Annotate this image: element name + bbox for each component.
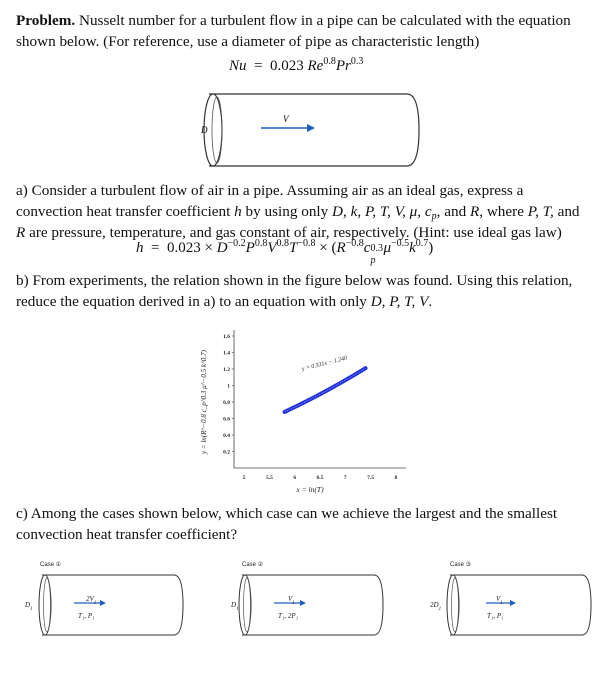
case-2-velocity <box>288 595 295 604</box>
case-1-diagram <box>16 558 186 638</box>
case-3-pipe <box>424 572 594 638</box>
x-tick-label: 6.5 <box>316 475 324 481</box>
case-1-velocity-sub: 1 <box>93 601 97 606</box>
h-eq-v: V <box>267 240 277 256</box>
part-a-text <box>16 180 592 243</box>
case-3-velocity-sub: 1 <box>500 601 503 606</box>
x-tick-label: 5.5 <box>265 475 273 481</box>
part-a-text-1: a) Consider a turbulent flow of air in a pipe. Assuming air as an ideal gas, express a convection heat transfer coefficient <box>16 182 524 220</box>
part-a-cp-sub: p <box>431 211 437 222</box>
h-eq-p-exp: 0.8 <box>254 238 268 249</box>
case-2-diagram <box>216 558 386 638</box>
part-b-text <box>16 270 592 312</box>
x-tick-label: 8 <box>394 475 398 481</box>
velocity-label: V <box>283 114 289 124</box>
case-2-diameter-base: D <box>231 601 237 609</box>
part-a-text-5: and <box>553 203 580 220</box>
case-3-arrow-head-icon <box>510 600 516 606</box>
chart-ticks <box>223 334 397 481</box>
h-eq-k: k <box>409 240 416 256</box>
diameter-label: D <box>201 125 208 135</box>
case-1-diameter-base: D <box>25 601 31 609</box>
fit-line <box>285 368 366 412</box>
h-eq-equals: = <box>151 240 160 256</box>
part-b-body: b) From experiments, the relation shown in the figure below was found. Using this relation, reduce the equation derived in a) to an equation with only <box>16 272 573 310</box>
h-eq-mu-exp: −0.5 <box>390 238 410 249</box>
re-exponent: 0.8 <box>323 56 336 67</box>
part-a-h: h <box>234 203 242 220</box>
re-symbol: Re <box>307 58 324 74</box>
equals-sign: = <box>254 58 263 74</box>
y-tick-label: 0.2 <box>223 449 230 456</box>
case-1-diameter <box>25 601 33 610</box>
part-b-end: . <box>428 293 433 310</box>
y-tick-label: 1 <box>227 383 230 390</box>
y-tick-label: 0.6 <box>223 416 230 423</box>
case-3-velocity-base: V <box>496 595 501 603</box>
case-3-diameter <box>430 601 441 610</box>
nusselt-equation <box>229 58 363 75</box>
h-eq-c: c <box>363 240 371 256</box>
case-3-state: T₁, P₁ <box>487 612 504 620</box>
x-tick-label: 5 <box>242 475 246 481</box>
case-2-diameter <box>231 601 239 610</box>
part-a-r: R <box>469 203 480 220</box>
case-1-velocity <box>86 595 96 604</box>
part-a-r2: R <box>16 224 26 241</box>
chart-axes <box>234 330 406 468</box>
pr-exponent: 0.3 <box>350 56 364 67</box>
h-equation: $h = 0.023 \times D^{-0.2}P^{0.8}V^{0.8}T^{-0.8} \times (R^{-0.8}c$ 0.3 p $\mu^{-0.5}k^{0.7}$) <box>136 238 434 266</box>
case-2-velocity-sub: 1 <box>292 601 295 606</box>
y-tick-label: 0.4 <box>223 433 230 439</box>
fit-equation-label: y = 0.331x − 1.240 <box>301 355 348 373</box>
h-eq-times: × ( <box>319 240 337 256</box>
part-c-text <box>16 503 592 545</box>
case-1-pipe-body <box>42 575 183 635</box>
part-a-text-3: , and <box>436 203 470 220</box>
h-eq-d: D <box>216 240 228 256</box>
case-2-pipe <box>216 572 386 638</box>
h-eq-close: ) <box>428 240 434 256</box>
h-eq-r: R <box>336 240 346 256</box>
x-tick-label: 7.5 <box>367 475 375 481</box>
h-eq-d-exp: −0.2 <box>227 238 246 249</box>
part-a-vars: D, k, P, T, V, μ, c <box>332 203 432 220</box>
h-eq-coef: 0.023 × <box>166 240 213 256</box>
nu-symbol: Nu <box>229 58 247 74</box>
case-1-arrow-head-icon <box>100 600 106 606</box>
case-1-diameter-sub: 1 <box>30 607 33 612</box>
case-3-title: Case ③ <box>450 562 472 568</box>
case-1-velocity-base: 2V <box>86 595 94 603</box>
h-eq-c-sub: p <box>370 255 376 266</box>
h-eq-t: T <box>289 240 298 256</box>
problem-intro: Nusselt number for a turbulent flow in a pipe can be calculated with the equation shown below. (For reference, use a diameter of pipe as characteristic length) <box>16 12 571 50</box>
case-2-diameter-sub: 1 <box>236 607 239 612</box>
case-2-state: T₁, 2P₁ <box>278 612 299 620</box>
case-3-diameter-sub: 1 <box>438 607 442 612</box>
case-1-title: Case ① <box>40 562 62 568</box>
case-3-pipe-body <box>450 575 591 635</box>
h-eq-v-exp: 0.8 <box>276 238 290 249</box>
case-2-title: Case ② <box>242 562 264 568</box>
h-eq-t-exp: −0.8 <box>297 238 316 249</box>
relation-chart <box>190 320 420 500</box>
case-3-diagram <box>424 558 594 638</box>
y-tick-label: 1.6 <box>223 334 230 340</box>
coefficient: 0.023 <box>269 58 304 74</box>
y-tick-label: 1.4 <box>223 350 230 357</box>
pipe-body <box>209 94 419 166</box>
part-a-text-4: , where <box>479 203 528 220</box>
h-eq-p: P <box>245 240 255 256</box>
part-a-ptr: P, T, <box>527 203 554 220</box>
case-1-pipe <box>16 572 186 638</box>
x-tick-label: 6 <box>293 475 297 481</box>
h-eq-r-exp: −0.8 <box>345 238 364 249</box>
case-2-pipe-body <box>242 575 383 635</box>
case-3-velocity <box>496 595 503 604</box>
problem-label: Problem. <box>16 12 76 29</box>
h-eq-mu: μ <box>383 240 391 256</box>
h-eq-k-exp: 0.7 <box>415 238 429 249</box>
arrow-head-icon <box>307 124 315 132</box>
pr-symbol: Pr <box>335 58 351 74</box>
y-tick-label: 1.2 <box>223 367 230 373</box>
case-3-diameter-base: 2D <box>430 601 439 609</box>
x-tick-label: 7 <box>343 475 347 481</box>
part-b-vars: D, P, T, V <box>370 293 429 310</box>
y-axis-label: y = ln(R^−0.8 c_p^0.3 μ^−0.5 k^0.7) <box>200 350 208 454</box>
case-2-velocity-base: V <box>288 595 293 603</box>
case-1-state: T₁, P₁ <box>78 612 95 620</box>
h-eq-lhs: h <box>136 240 144 256</box>
part-c-body: c) Among the cases shown below, which case can we achieve the largest and the smallest convection heat transfer coefficient? <box>16 505 558 543</box>
x-axis-label: x = ln(T) <box>296 485 324 494</box>
pipe-diagram <box>195 92 421 168</box>
case-2-arrow-head-icon <box>300 600 306 606</box>
chart-series <box>285 368 366 412</box>
y-tick-label: 0.8 <box>223 400 230 406</box>
part-a-text-2: by using only <box>241 203 333 220</box>
part-a-text-6: are pressure, temperature, and gas constant of air, respectively. (Hint: use ideal gas law) <box>25 224 562 241</box>
problem-statement <box>16 10 592 52</box>
